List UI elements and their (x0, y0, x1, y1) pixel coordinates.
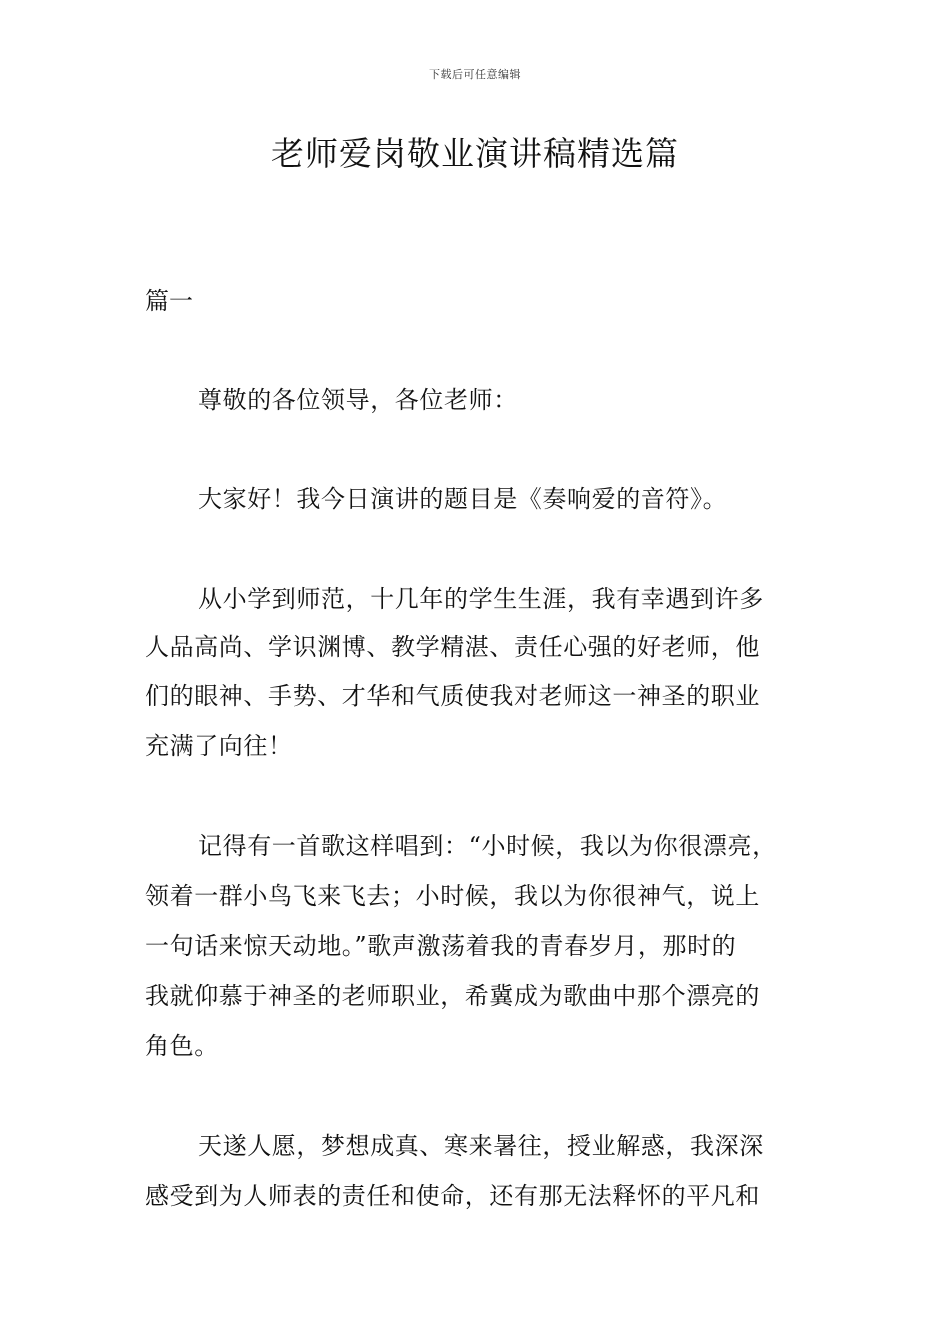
paragraph-line: 记得有一首歌这样唱到：“小时候，我以为你很漂亮， (198, 832, 777, 860)
paragraph-line: 领着一群小鸟飞来飞去；小时候，我以为你很神气，说上 (145, 882, 760, 910)
salutation-line: 尊敬的各位领导，各位老师： (198, 386, 518, 414)
paragraph-line: 充满了向往！ (145, 732, 293, 760)
header-note: 下载后可任意编辑 (429, 68, 521, 81)
paragraph-line: 感受到为人师表的责任和使命，还有那无法释怀的平凡和 (145, 1182, 760, 1210)
paragraph-line: 天遂人愿，梦想成真、寒来暑往，授业解惑，我深深 (198, 1132, 764, 1160)
paragraph-line: 人品高尚、学识渊博、教学精湛、责任心强的好老师，他 (145, 633, 760, 661)
paragraph-line: 角色。 (145, 1032, 219, 1060)
section-label: 篇一 (145, 287, 193, 315)
document-title: 老师爱岗敬业演讲稿精选篇 (271, 134, 679, 173)
paragraph-line: 我就仰慕于神圣的老师职业，希冀成为歌曲中那个漂亮的 (145, 982, 760, 1010)
paragraph-line: 们的眼神、手势、才华和气质使我对老师这一神圣的职业 (145, 682, 760, 710)
paragraph-line: 从小学到师范，十几年的学生生涯，我有幸遇到许多 (198, 585, 764, 613)
paragraph-line: 一句话来惊天动地。”歌声激荡着我的青春岁月，那时的 (145, 932, 737, 960)
greeting-line: 大家好！我今日演讲的题目是《奏响爱的音符》。 (198, 485, 728, 513)
